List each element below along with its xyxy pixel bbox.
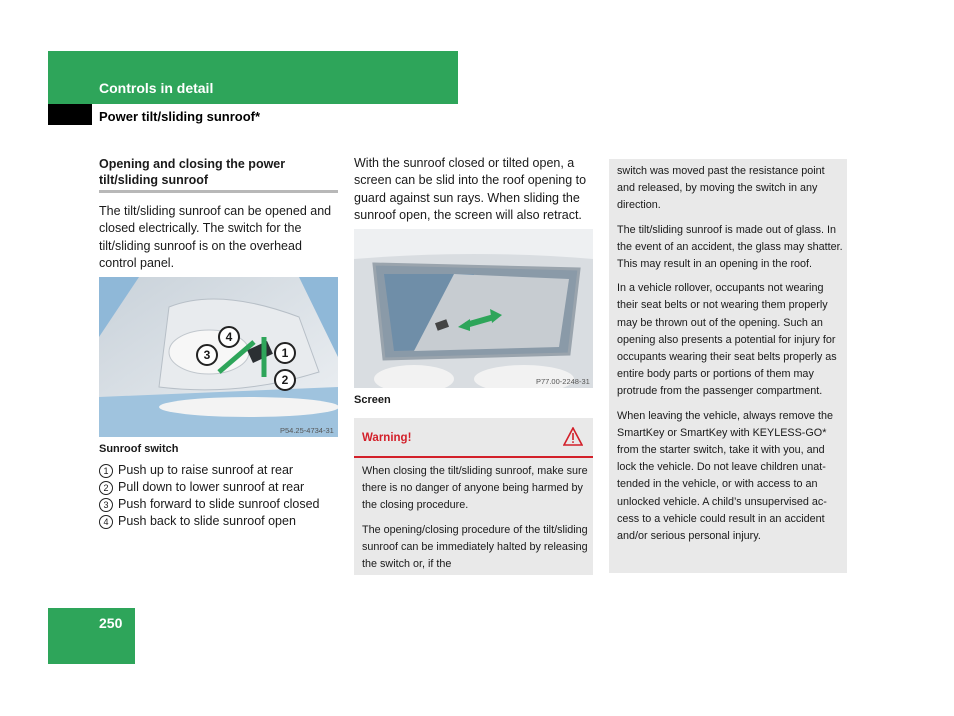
warning-body xyxy=(362,463,588,580)
warning-paragraph: The tilt/sliding sunroof is made out of glass. In the event of an accident, the glass may shatter. This may result in an opening in the roof. xyxy=(617,223,843,271)
section-title: Controls in detail xyxy=(99,80,214,96)
list-item xyxy=(99,479,339,496)
sunroof-switch-caption: Sunroof switch xyxy=(99,443,179,455)
screen-caption: Screen xyxy=(354,394,391,406)
image-code: P54.25-4734-31 xyxy=(280,426,334,435)
section-marker xyxy=(48,104,92,125)
list-item xyxy=(99,513,339,530)
list-number: 4 xyxy=(99,515,113,529)
column1-intro: The tilt/sliding sunroof can be opened and closed electrically. The switch for the tilt/sliding sunroof is on the overhead control panel. xyxy=(99,204,332,270)
switch-function-list xyxy=(99,462,339,530)
warning-paragraph: The opening/closing procedure of the tilt/sliding sunroof can be immediately halted by releasing the switch or, if the xyxy=(362,523,588,571)
image-code: P77.00-2248-31 xyxy=(536,377,590,386)
list-number: 3 xyxy=(99,498,113,512)
callout-4: 4 xyxy=(218,326,240,348)
sunroof-switch-image xyxy=(99,277,338,437)
warning-paragraph: When leaving the vehicle, always remove the SmartKey or SmartKey with KEYLESS-GO* from the starter switch, take it with you, and lock the vehicle. Do not leave children unat-tended in the vehicle, or with access to an unlocked vehicle. A child’s unsupervised ac-cess to a vehicle could result in an accident and/or serious personal injury. xyxy=(617,409,834,543)
warning-divider xyxy=(354,456,593,458)
warning-paragraph: In a vehicle rollover, occupants not wearing their seat belts or not wearing them properly may be thrown out of the opening. Such an opening also presents a potential for injury for occupants wearing their seat belts properly as entire body parts or portions of them may protrude from the passenger compartment. xyxy=(617,282,837,398)
list-item xyxy=(99,462,339,479)
warning-continuation-body xyxy=(617,163,843,552)
callout-1: 1 xyxy=(274,342,296,364)
subsection-title: Power tilt/sliding sunroof* xyxy=(99,109,261,124)
warning-continuation-box xyxy=(609,159,847,573)
list-text: Push back to slide sunroof open xyxy=(118,514,296,528)
warning-title: Warning! xyxy=(362,432,412,444)
heading-divider xyxy=(99,190,338,193)
warning-paragraph: When closing the tilt/sliding sunroof, make sure there is no danger of anyone being harmed by the closing procedure. xyxy=(362,465,588,512)
warning-box xyxy=(354,418,593,575)
callout-2: 2 xyxy=(274,369,296,391)
warning-paragraph: switch was moved past the resistance point and released, by moving the switch in any direction. xyxy=(617,165,825,212)
list-number: 1 xyxy=(99,464,113,478)
list-text: Push forward to slide sunroof closed xyxy=(118,497,320,511)
callout-3: 3 xyxy=(196,344,218,366)
list-item xyxy=(99,496,339,513)
sunroof-screen-image xyxy=(354,229,593,388)
list-number: 2 xyxy=(99,481,113,495)
warning-header xyxy=(354,418,593,456)
section-header-bar xyxy=(48,51,458,104)
list-text: Pull down to lower sunroof at rear xyxy=(118,480,305,494)
warning-triangle-icon xyxy=(563,427,583,451)
page-number: 250 xyxy=(99,615,123,631)
screen-description: With the sunroof closed or tilted open, a screen can be slid into the roof opening to guard against sun rays. When sliding the sunroof open, the screen will also retract. xyxy=(354,156,587,222)
list-text: Push up to raise sunroof at rear xyxy=(118,463,294,477)
column1-heading: Opening and closing the power tilt/sliding sunroof xyxy=(99,157,286,187)
